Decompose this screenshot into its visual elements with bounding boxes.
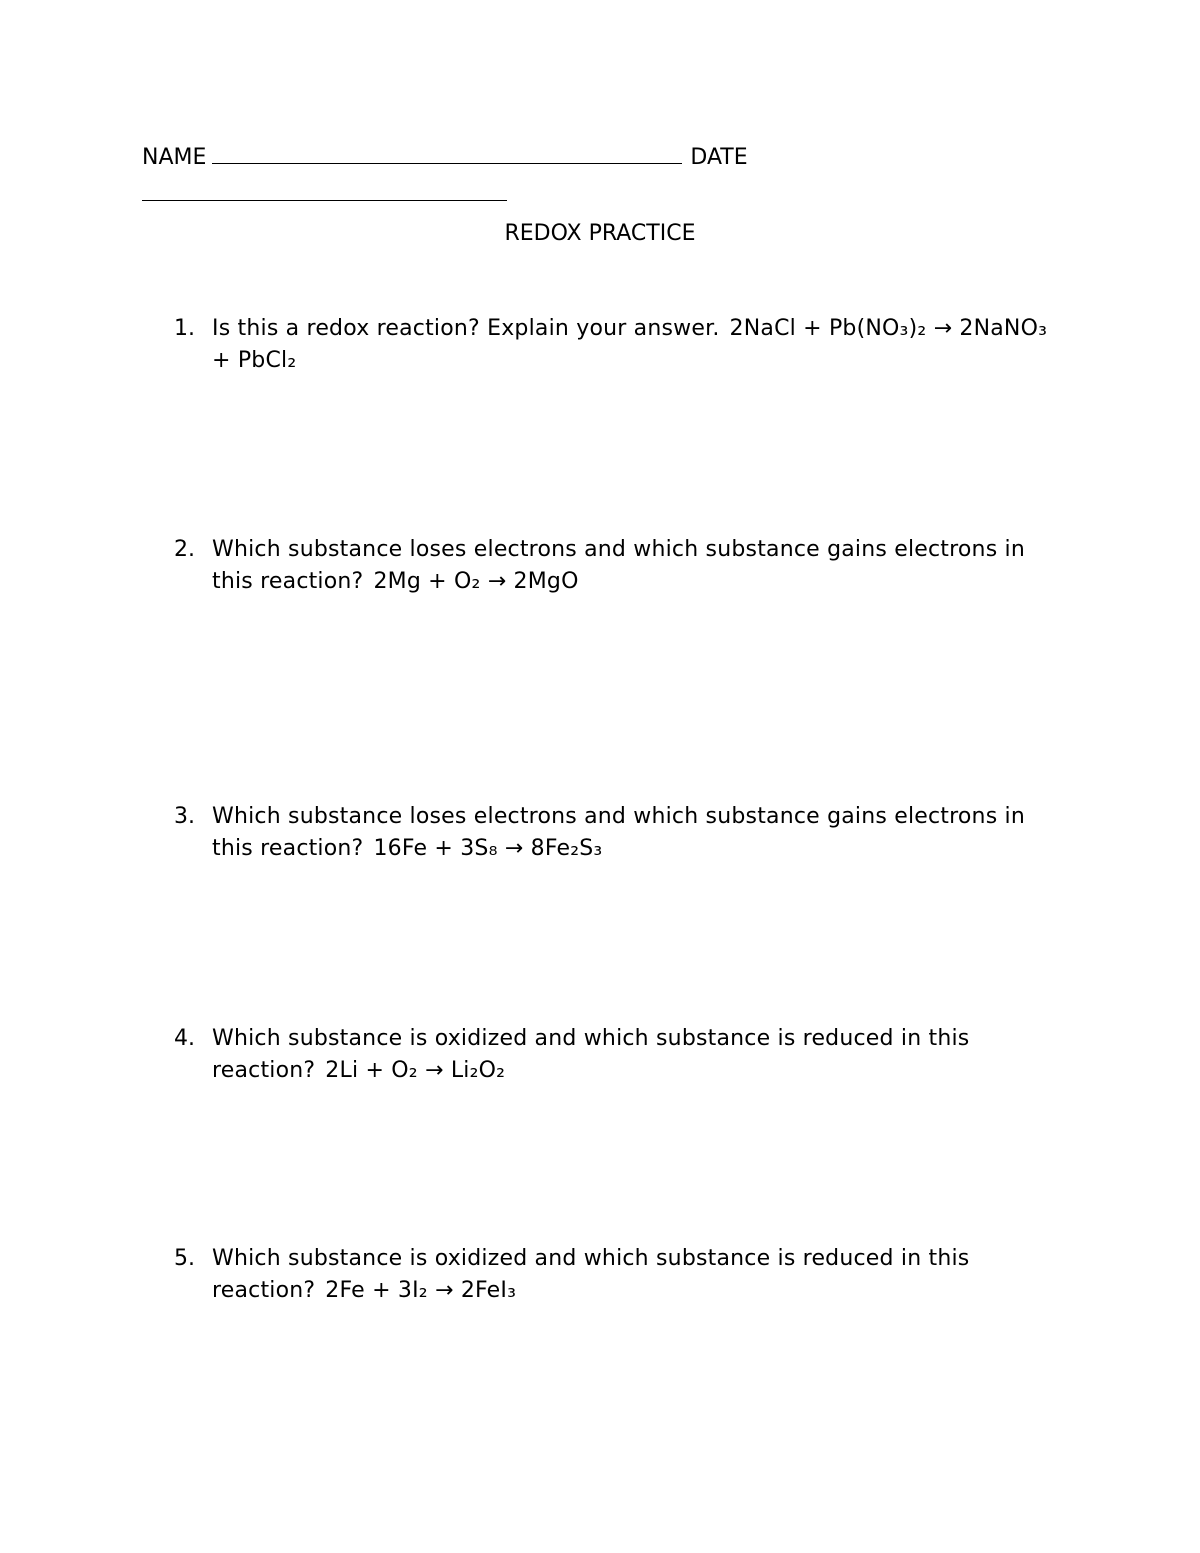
question-equation: 2Mg + O₂ → 2MgO <box>373 569 579 594</box>
question-4 <box>174 1023 1054 1087</box>
date-blank[interactable] <box>142 180 507 201</box>
question-number: 4. <box>174 1026 195 1051</box>
question-text-block <box>212 1023 1054 1087</box>
question-2 <box>174 534 1054 598</box>
question-3 <box>174 801 1054 865</box>
question-number: 1. <box>174 316 195 341</box>
question-equation: 16Fe + 3S₈ → 8Fe₂S₃ <box>373 836 603 861</box>
page-title: REDOX PRACTICE <box>504 221 696 246</box>
question-text-block <box>212 1243 1054 1307</box>
question-text-block <box>212 534 1054 598</box>
question-1 <box>174 313 1054 377</box>
question-number: 5. <box>174 1246 195 1271</box>
question-equation: 2Li + O₂ → Li₂O₂ <box>325 1058 506 1083</box>
date-label: DATE <box>690 145 748 170</box>
name-label: NAME <box>142 145 207 170</box>
question-text: Is this a redox reaction? Explain your answer. <box>212 316 720 341</box>
question-text: Which substance is oxidized and which substance is reduced in this reaction? <box>212 1246 970 1303</box>
question-text: Which substance loses electrons and which substance gains electrons in this reaction? <box>212 537 1026 594</box>
question-text-block <box>212 801 1054 865</box>
question-text: Which substance is oxidized and which substance is reduced in this reaction? <box>212 1026 970 1083</box>
question-equation: 2Fe + 3I₂ → 2FeI₃ <box>325 1278 517 1303</box>
question-number: 3. <box>174 804 195 829</box>
question-text: Which substance loses electrons and which substance gains electrons in this reaction? <box>212 804 1026 861</box>
question-5 <box>174 1243 1054 1307</box>
question-equation: 2NaCl + Pb(NO₃)₂ → 2NaNO₃ + PbCl₂ <box>212 316 1048 373</box>
name-date-line <box>142 143 748 171</box>
name-blank[interactable] <box>212 143 682 164</box>
question-text-block <box>212 313 1054 377</box>
question-number: 2. <box>174 537 195 562</box>
